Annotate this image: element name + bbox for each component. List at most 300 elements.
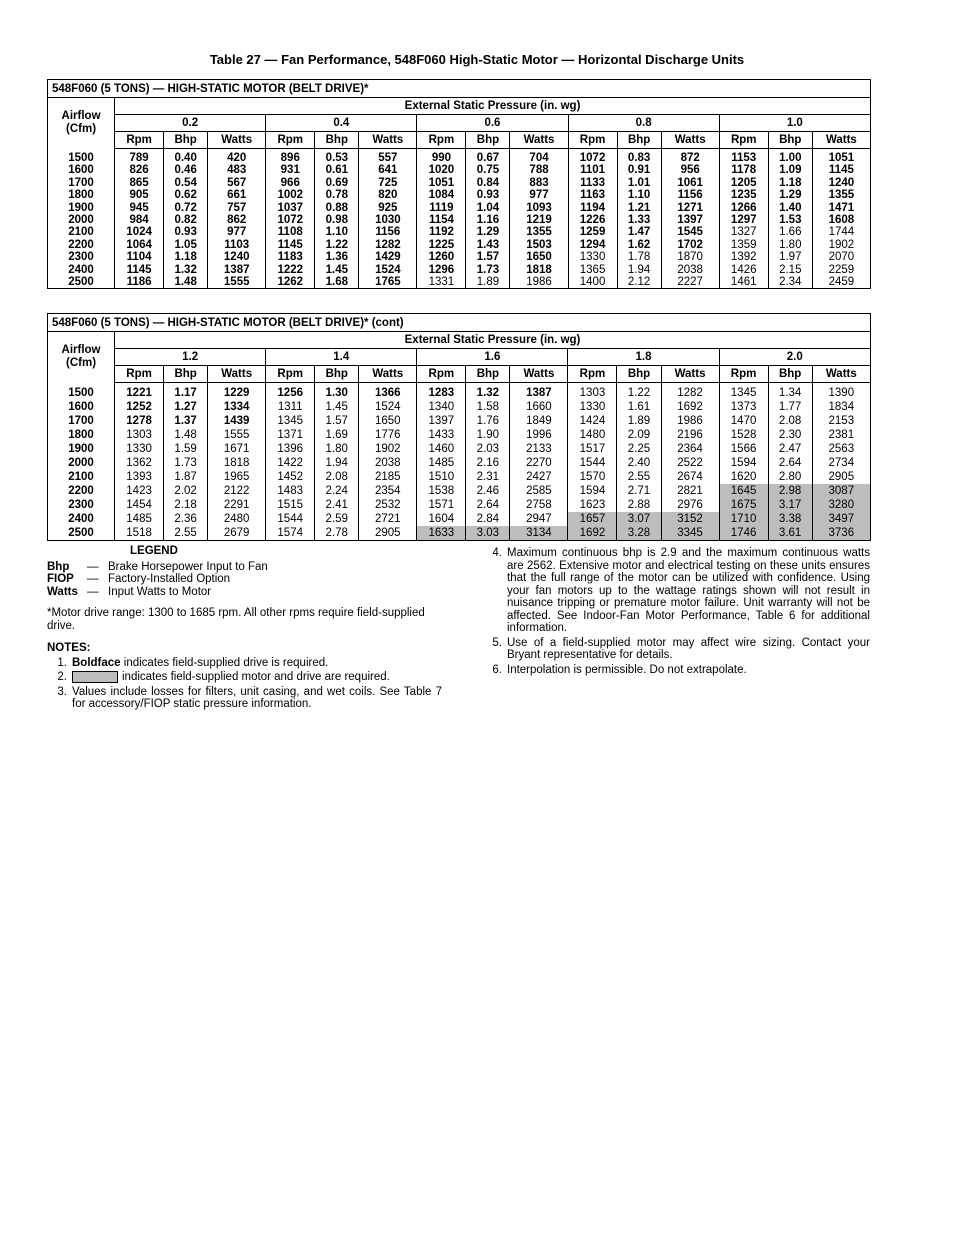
data-cell: 1604	[417, 512, 466, 526]
data-cell: 1544	[568, 456, 617, 470]
table-row	[48, 484, 871, 498]
data-cell: 1362	[126, 457, 152, 469]
data-cell: 1303	[568, 383, 617, 401]
data-cell: 0.40	[164, 149, 208, 165]
data-cell: 3.61	[768, 526, 812, 541]
data-cell: 1294	[568, 239, 617, 251]
data-cell: 1392	[719, 251, 768, 263]
data-cell: 704	[510, 149, 568, 165]
data-cell: 1.53	[768, 214, 812, 226]
data-cell: 2.55	[164, 526, 208, 541]
data-cell: 1571	[417, 498, 466, 512]
data-cell: 1818	[208, 456, 266, 470]
data-cell: 1240	[812, 177, 870, 189]
data-cell: 1555	[208, 276, 266, 289]
airflow-cell: 1500	[48, 149, 115, 165]
data-cell: 3736	[812, 526, 870, 541]
data-cell: 1510	[417, 470, 466, 484]
data-cell: 1.30	[315, 383, 359, 401]
data-cell: 2.64	[466, 498, 510, 512]
table-row	[48, 442, 871, 456]
pressure-header: 0.8	[568, 115, 719, 132]
data-cell: 2.02	[164, 484, 208, 498]
data-cell: 1452	[266, 470, 315, 484]
data-cell: 1818	[510, 264, 568, 276]
data-cell: 1282	[661, 383, 719, 401]
table-row	[48, 276, 871, 289]
data-cell: 1.69	[315, 428, 359, 442]
data-cell: 1650	[510, 251, 568, 263]
pressure-header: 1.2	[115, 349, 266, 366]
data-cell: 1061	[661, 177, 719, 189]
table-row	[48, 400, 871, 414]
table-row	[48, 189, 871, 201]
data-cell: 2.30	[768, 428, 812, 442]
data-cell: 1037	[266, 202, 315, 214]
column-header: Rpm	[719, 132, 768, 149]
fan-performance-table-1	[47, 79, 871, 289]
note-text: Use of a field-supplied motor may affect wire sizing. Contact your Bryant representative for details.	[507, 636, 870, 661]
column-header: Rpm	[266, 132, 315, 149]
legend-item	[47, 573, 442, 586]
data-cell: 1965	[208, 470, 266, 484]
data-cell: 1544	[266, 512, 315, 526]
data-cell: 2480	[208, 512, 266, 526]
airflow-cell: 2500	[48, 526, 115, 541]
data-cell: 1.48	[164, 428, 208, 442]
data-cell: 1.34	[768, 383, 812, 401]
data-cell: 1671	[208, 442, 266, 456]
data-cell: 1.66	[768, 226, 812, 238]
data-cell: 3345	[661, 526, 719, 541]
data-cell: 1104	[126, 251, 152, 264]
esp-header: External Static Pressure (in. wg)	[115, 332, 871, 349]
data-cell: 1433	[417, 428, 466, 442]
note-text: Interpolation is permissible. Do not extrapolate.	[507, 663, 747, 676]
note-1	[47, 657, 442, 670]
data-cell: 1.32	[164, 264, 208, 276]
data-cell: 3.03	[466, 526, 510, 541]
data-cell: 1515	[266, 498, 315, 512]
data-cell: 0.62	[164, 189, 208, 201]
airflow-cell: 2400	[48, 264, 115, 276]
data-cell: 1470	[719, 414, 768, 428]
data-cell: 3.17	[768, 498, 812, 512]
data-cell: 1594	[719, 456, 768, 470]
data-cell: 2563	[812, 442, 870, 456]
data-cell: 2.34	[768, 276, 812, 289]
notes-right-column	[482, 545, 870, 676]
data-cell: 2153	[812, 414, 870, 428]
data-cell: 1.80	[768, 239, 812, 251]
airflow-cell: 2200	[48, 484, 115, 498]
data-cell: 2.08	[768, 414, 812, 428]
data-cell: 1235	[719, 189, 768, 201]
data-cell: 1145	[812, 164, 870, 176]
data-cell: 1256	[266, 383, 315, 401]
data-cell: 1.43	[466, 239, 510, 251]
note-text: indicates field-supplied drive is required.	[120, 656, 329, 669]
data-cell: 1480	[568, 428, 617, 442]
data-cell: 1156	[359, 226, 417, 238]
legend-dash: —	[87, 585, 99, 598]
data-cell: 1.80	[315, 442, 359, 456]
legend-title: LEGEND	[130, 545, 178, 557]
data-cell: 1259	[568, 226, 617, 238]
data-cell: 1355	[812, 189, 870, 201]
data-cell: 1765	[359, 276, 417, 289]
data-cell: 2.36	[164, 512, 208, 526]
table-caption: 548F060 (5 TONS) — HIGH-STATIC MOTOR (BELT DRIVE)* (cont)	[48, 314, 871, 332]
data-cell: 1594	[568, 484, 617, 498]
data-cell: 557	[359, 149, 417, 165]
data-cell: 1.33	[617, 214, 661, 226]
data-cell: 0.93	[466, 189, 510, 201]
data-cell: 1153	[719, 149, 768, 165]
data-cell: 2734	[812, 456, 870, 470]
data-cell: 1283	[417, 383, 466, 401]
data-cell: 2.08	[315, 470, 359, 484]
note-5	[482, 637, 870, 662]
table-row	[48, 202, 871, 214]
legend-abbr: Watts	[47, 585, 78, 598]
data-cell: 1.04	[466, 202, 510, 214]
data-cell: 1423	[126, 485, 152, 497]
data-cell: 1133	[568, 177, 617, 189]
data-cell: 725	[359, 177, 417, 189]
data-cell: 1485	[417, 456, 466, 470]
data-cell: 1.10	[617, 189, 661, 201]
legend-text: Input Watts to Motor	[108, 585, 212, 598]
note-number: 6.	[492, 663, 502, 676]
data-cell: 2.59	[315, 512, 359, 526]
data-cell: 1574	[266, 526, 315, 541]
column-header: Watts	[208, 132, 266, 149]
data-cell: 1266	[719, 202, 768, 214]
column-header: Rpm	[417, 366, 466, 383]
column-header: Bhp	[617, 132, 661, 149]
data-cell: 3.07	[617, 512, 661, 526]
data-cell: 1776	[359, 428, 417, 442]
page-title: Table 27 — Fan Performance, 548F060 High-Static Motor — Horizontal Discharge Units	[209, 52, 745, 67]
table-row	[48, 177, 871, 189]
motor-drive-footnote: *Motor drive range: 1300 to 1685 rpm. All other rpms require field-supplied drive.	[47, 607, 425, 632]
pressure-header: 2.0	[719, 349, 870, 366]
table-row	[48, 239, 871, 251]
data-cell: 2.31	[466, 470, 510, 484]
data-cell: 789	[129, 152, 149, 164]
column-header: Bhp	[164, 132, 208, 149]
data-cell: 1296	[417, 264, 466, 276]
data-cell: 945	[129, 201, 149, 214]
data-cell: 2585	[510, 484, 568, 498]
data-cell: 1240	[208, 251, 266, 263]
pressure-header: 0.2	[115, 115, 266, 132]
fan-performance-table-2	[47, 313, 871, 541]
airflow-cell: 2000	[48, 214, 115, 226]
data-cell: 2.47	[768, 442, 812, 456]
data-cell: 1145	[266, 239, 315, 251]
data-cell: 1072	[568, 149, 617, 165]
data-cell: 1396	[266, 442, 315, 456]
airflow-cell: 1600	[48, 400, 115, 414]
data-cell: 2381	[812, 428, 870, 442]
table-row	[48, 383, 871, 401]
data-cell: 2196	[661, 428, 719, 442]
airflow-cell: 2000	[48, 456, 115, 470]
data-cell: 1252	[126, 401, 152, 413]
data-cell: 2.80	[768, 470, 812, 484]
data-cell: 0.82	[164, 214, 208, 226]
data-cell: 977	[208, 226, 266, 238]
airflow-cell: 2200	[48, 239, 115, 251]
pressure-header: 1.0	[719, 115, 870, 132]
note-2	[47, 671, 442, 684]
data-cell: 1387	[510, 383, 568, 401]
table-caption: 548F060 (5 TONS) — HIGH-STATIC MOTOR (BELT DRIVE)*	[48, 80, 871, 98]
table-row	[48, 414, 871, 428]
airflow-cell: 2100	[48, 470, 115, 484]
data-cell: 1528	[719, 428, 768, 442]
column-header: Bhp	[164, 366, 208, 383]
data-cell: 1426	[719, 264, 768, 276]
data-cell: 2.84	[466, 512, 510, 526]
column-header: Bhp	[466, 132, 510, 149]
data-cell: 862	[208, 214, 266, 226]
airflow-header: Airflow (Cfm)	[48, 332, 115, 383]
data-cell: 1.87	[164, 470, 208, 484]
column-header: Watts	[661, 132, 719, 149]
data-cell: 3087	[812, 484, 870, 498]
table-row	[48, 264, 871, 276]
data-cell: 2227	[661, 276, 719, 289]
data-cell: 1870	[661, 251, 719, 263]
table-row	[48, 226, 871, 238]
legend-dash: —	[87, 573, 99, 585]
data-cell: 1.59	[164, 442, 208, 456]
note-number: 5.	[492, 636, 502, 649]
data-cell: 2532	[359, 498, 417, 512]
data-cell: 1400	[568, 276, 617, 289]
data-cell: 0.93	[164, 226, 208, 238]
data-cell: 1262	[266, 276, 315, 289]
data-cell: 2.24	[315, 484, 359, 498]
table-row	[48, 428, 871, 442]
data-cell: 0.91	[617, 164, 661, 176]
data-cell: 1620	[719, 470, 768, 484]
data-cell: 925	[359, 202, 417, 214]
data-cell: 2.18	[164, 498, 208, 512]
data-cell: 1660	[510, 400, 568, 414]
data-cell: 0.83	[617, 149, 661, 165]
data-cell: 1064	[126, 238, 152, 251]
column-header: Watts	[510, 366, 568, 383]
airflow-header: Airflow (Cfm)	[48, 98, 115, 149]
data-cell: 883	[510, 177, 568, 189]
data-cell: 1221	[126, 387, 152, 399]
data-cell: 1.22	[315, 239, 359, 251]
data-cell: 1303	[126, 429, 152, 441]
airflow-cell: 2100	[48, 226, 115, 238]
data-cell: 1.22	[617, 383, 661, 401]
data-cell: 1030	[359, 214, 417, 226]
table-row	[48, 470, 871, 484]
data-cell: 1229	[208, 383, 266, 401]
data-cell: 1.47	[617, 226, 661, 238]
pressure-header: 1.6	[417, 349, 568, 366]
data-cell: 905	[129, 189, 149, 202]
data-cell: 1330	[126, 443, 152, 455]
pressure-header: 1.4	[266, 349, 417, 366]
table-row	[48, 251, 871, 263]
table-row	[48, 526, 871, 541]
data-cell: 1334	[208, 400, 266, 414]
pressure-header: 0.4	[266, 115, 417, 132]
data-cell: 1108	[266, 226, 315, 238]
data-cell: 1.78	[617, 251, 661, 263]
data-cell: 2.55	[617, 470, 661, 484]
data-cell: 1.29	[466, 226, 510, 238]
data-cell: 1.00	[768, 149, 812, 165]
data-cell: 3134	[510, 526, 568, 541]
data-cell: 641	[359, 164, 417, 176]
data-cell: 1186	[126, 276, 152, 289]
column-header: Rpm	[115, 132, 164, 149]
data-cell: 1524	[359, 400, 417, 414]
data-cell: 1084	[417, 189, 466, 201]
data-cell: 1471	[812, 202, 870, 214]
data-cell: 1331	[417, 276, 466, 289]
data-cell: 0.53	[315, 149, 359, 165]
data-cell: 1996	[510, 428, 568, 442]
data-cell: 1119	[417, 202, 466, 214]
data-cell: 896	[266, 149, 315, 165]
table-row	[48, 149, 871, 165]
data-cell: 0.75	[466, 164, 510, 176]
data-cell: 1424	[568, 414, 617, 428]
data-cell: 1330	[568, 251, 617, 263]
pressure-header: 0.6	[417, 115, 568, 132]
data-cell: 1.57	[466, 251, 510, 263]
data-cell: 1051	[417, 177, 466, 189]
legend-text: Factory-Installed Option	[108, 573, 231, 585]
data-cell: 1397	[417, 414, 466, 428]
data-cell: 1.09	[768, 164, 812, 176]
note-number: 1.	[57, 656, 67, 669]
data-cell: 1103	[208, 239, 266, 251]
data-cell: 1387	[208, 264, 266, 276]
data-cell: 2364	[661, 442, 719, 456]
data-cell: 2.15	[768, 264, 812, 276]
data-cell: 1271	[661, 202, 719, 214]
data-cell: 3280	[812, 498, 870, 512]
data-cell: 1145	[126, 263, 152, 276]
data-cell: 1.16	[466, 214, 510, 226]
data-cell: 1650	[359, 414, 417, 428]
data-cell: 1345	[719, 383, 768, 401]
data-cell: 1570	[568, 470, 617, 484]
data-cell: 661	[208, 189, 266, 201]
data-cell: 1163	[568, 189, 617, 201]
data-cell: 2459	[812, 276, 870, 289]
data-cell: 1849	[510, 414, 568, 428]
data-cell: 2133	[510, 442, 568, 456]
data-cell: 1545	[661, 226, 719, 238]
data-cell: 1.61	[617, 400, 661, 414]
data-cell: 2.25	[617, 442, 661, 456]
legend-dash: —	[87, 560, 99, 573]
data-cell: 3152	[661, 512, 719, 526]
column-header: Bhp	[466, 366, 510, 383]
data-cell: 1072	[266, 214, 315, 226]
data-cell: 2.40	[617, 456, 661, 470]
table-row	[48, 456, 871, 470]
data-cell: 1051	[812, 149, 870, 165]
data-cell: 1710	[719, 512, 768, 526]
data-cell: 1260	[417, 251, 466, 263]
airflow-cell: 2300	[48, 498, 115, 512]
data-cell: 1702	[661, 239, 719, 251]
data-cell: 2821	[661, 484, 719, 498]
data-cell: 1746	[719, 526, 768, 541]
data-cell: 1225	[417, 239, 466, 251]
data-cell: 1902	[812, 239, 870, 251]
boldface-label: Boldface	[72, 656, 121, 669]
column-header: Watts	[661, 366, 719, 383]
data-cell: 977	[510, 189, 568, 201]
data-cell: 2038	[359, 456, 417, 470]
legend-item	[47, 586, 442, 599]
data-cell: 1623	[568, 498, 617, 512]
data-cell: 2905	[359, 526, 417, 541]
data-cell: 1178	[719, 164, 768, 176]
note-text: Values include losses for filters, unit casing, and wet coils. See Table 7 for accessory/FIOP static pressure information.	[72, 685, 442, 711]
airflow-cell: 2400	[48, 512, 115, 526]
legend-section	[47, 545, 442, 711]
data-cell: 1365	[568, 264, 617, 276]
data-cell: 2721	[359, 512, 417, 526]
data-cell: 0.84	[466, 177, 510, 189]
data-cell: 1645	[719, 484, 768, 498]
airflow-cell: 2500	[48, 276, 115, 289]
legend-abbr: FIOP	[47, 573, 74, 585]
data-cell: 2976	[661, 498, 719, 512]
data-cell: 1834	[812, 400, 870, 414]
airflow-cell: 1600	[48, 164, 115, 176]
data-cell: 820	[359, 189, 417, 201]
data-cell: 0.98	[315, 214, 359, 226]
column-header: Watts	[359, 366, 417, 383]
data-cell: 990	[417, 149, 466, 165]
data-cell: 1.29	[768, 189, 812, 201]
data-cell: 1.37	[164, 414, 208, 428]
data-cell: 0.88	[315, 202, 359, 214]
column-header: Bhp	[768, 132, 812, 149]
airflow-cell: 1900	[48, 442, 115, 456]
data-cell: 2.16	[466, 456, 510, 470]
column-header: Rpm	[417, 132, 466, 149]
data-cell: 1020	[417, 164, 466, 176]
data-cell: 0.78	[315, 189, 359, 201]
notes-title: NOTES:	[47, 642, 91, 654]
data-cell: 1538	[417, 484, 466, 498]
data-cell: 1002	[266, 189, 315, 201]
column-header: Bhp	[315, 132, 359, 149]
data-cell: 0.69	[315, 177, 359, 189]
note-4	[482, 547, 870, 635]
data-cell: 1.94	[617, 264, 661, 276]
data-cell: 757	[208, 202, 266, 214]
